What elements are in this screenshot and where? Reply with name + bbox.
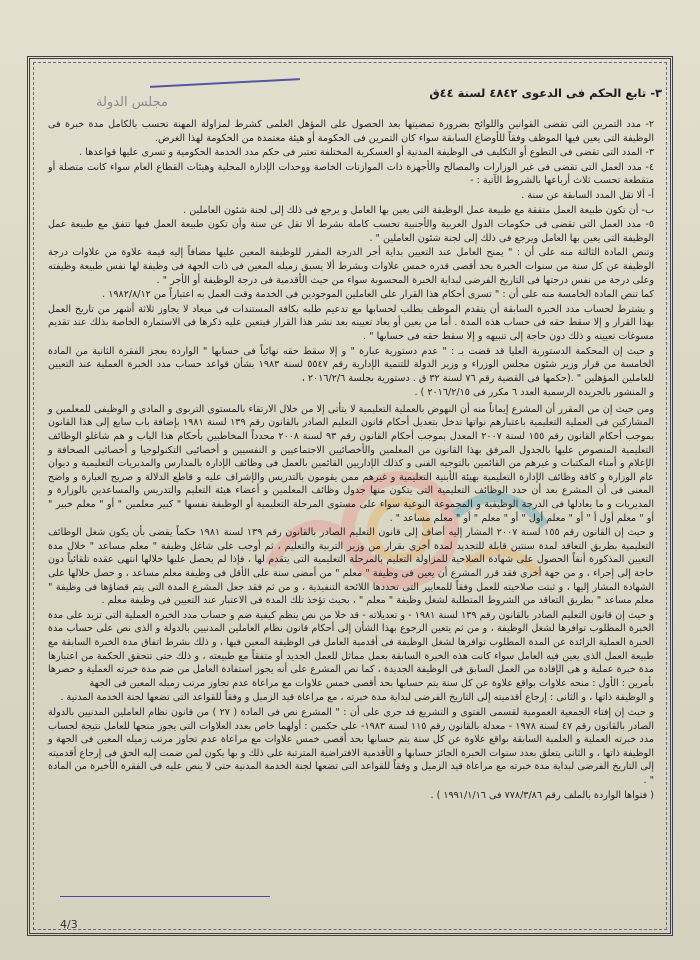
paragraph: أ- ألا تقل المدد السابقة عن سنة . — [521, 189, 654, 201]
paragraph: ٢- مدد التمرين التى تقضى القوانين واللوائح بضرورة تمضيتها بعد الحصول على المؤهل العلمى كشرط لمزاولة المهنة تحسب بالكامل مدة خبرة فى الوظيفة التى يعين فيها الموظف وفقاً للأوضاع السابقة سواء كان التمرين فى الحكومة أو هيئة معتمدة من الحكومة لهذا الغرض. — [48, 119, 654, 144]
document-body — [48, 118, 654, 803]
paragraph: ومن حيث إن من المقرر أن المشرع إيماناً منه أن النهوض بالعملية التعليمية لا يتأتى إلا من خلال الارتقاء بالمستوى التربوى و المادى و الوظيفى للمعلمين و المشاركين فى العملية التعليمية باعتبارهم نواتها تدخل بتعديل أحكام قانون التعليم الصادر بالقانون رقم ١٣٩ لسنة ١٩٨١ بإضافة باب سابع إلى هذا القانون بموجب أحكام القانون رقم ١٥٥ لسنة ٢٠٠٧ المعدل بموجب أحكام القانون رقم ٩٣ لسنة ٢٠٠٨ محدداً المخاطبين بأحكام هذا الباب و هم شاغلو الوظائف التعليمية المنصوص عليها بالجدول المرفق بهذا القانون من المعلمين والأخصائيين الاجتماعيين و النفسيين و أخصائيى التكنولوجيا و أخصائيى الصحافة و الإعلام و أمناء المكتبات و غيرهم من القائمين بالتوجيه الفنى و كذلك الإداريين القائمين بالعمل فى وظائف الإدارة بالمدارس والمديريات التعليمية و ديوان عام الوزارة و كافة وظائف الإدارة التعليمية بهيئة الأبنية التعليمية و غيرهم ممن يقومون بالتدريس والإشراف عليه و قاطع الدلالة و صريح العبارة و واضح المعنى فى أن المشرع بعد أن حدد الوظائف التعليمية التى يتكون منها جدول وظائف المعلمين و أعضاء هيئة التعليم والتدريس والمساعدين بالوزارة و المديريات و ما يعادلها فى الدرجة الوظيفية و المجموعة النوعية سواء على مستوى المرحلة التعليمية أو الوظيفة نفسها " كبير معلمين " أو " معلم خبير " أو " معلم أول أ " أو " معلم أول " أو " معلم " أو " معلم مساعد " . — [48, 403, 654, 524]
page-number: 4/3 — [60, 918, 78, 931]
council-watermark-label: مجلس الدولة — [96, 95, 168, 110]
paragraph: ب- أن تكون طبيعة العمل متفقة مع طبيعة عمل الوظيفة التى يعين بها العامل و يرجع فى ذلك إلى لجنة شئون العاملين . — [183, 204, 654, 216]
paragraph: و يشترط لحساب مدد الخبرة السابقة أن يتقدم الموظف بطلب لحسابها مع تدعيم طلبه بكافة المستندات فى ميعاد لا يجاوز ثلاثة أشهر من تاريخ العمل بهذا القرار و إلا سقط حقه فى حساب هذه المدة . أما من يعين أو يعاد تعيينه بعد نشر هذا القرار فيتعين عليه ذكرها فى الاستمارة الخاصة بذلك عند تقديم مسوغات تعيينه و ذلك دون حاجة إلى تنبيهه و إلا سقط حقه فى حسابها " . — [48, 303, 654, 342]
page-header: ٣- تابع الحكم فى الدعوى ٤٨٤٢ لسنة ٤٤ق — [429, 86, 662, 100]
paragraph: ٣- المدد التى تقضى فى التطوع أو التكليف فى الوظيفة المدنية أو العسكرية المختلفة تعتبر فى حكم مدد الخدمة الحكومية و تسرى عليها قواعدها . — [79, 147, 654, 159]
paragraph: و حيث إن المحكمة الدستورية العليا قد قضت بـ : " عدم دستورية عبارة " و إلا سقط حقه نهائياً فى حسابها " الواردة بعجز الفقرة الثانية من المادة الخامسة من قرار وزير شئون مجلس الوزراء و وزير الدولة للتنمية الإدارية رقم ٥٥٤٧ لسنة ١٩٨٣ بشأن قواعد حساب مدد الخبرة العملية عند التعيين للعاملين المؤهلين " .(حكمها فى القضية رقم ٧٦ لسنة ٣٢ ق . دستورية بجلسة ٢٠١٦/٢/٦ ، — [48, 345, 654, 384]
paragraph: ٥- مدد العمل التى تقضى فى حكومات الدول العربية والأجنبية تحسب كاملة بشرط ألا تقل عن سنة وأن تكون طبيعة العمل فيها تتفق مع طبيعة عمل الوظيفة التى يعين بها العامل ويرجع فى ذلك إلى لجنة شئون العاملين " . — [48, 219, 654, 244]
paragraph: و المنشور بالجريدة الرسمية العدد ٦ مكرر فى ٢٠١٦/٢/١٥ ) . — [414, 387, 654, 399]
paragraph: و حيث إن القانون رقم ١٥٥ لسنة ٢٠٠٧ المشار إليه أضاف إلى قانون التعليم الصادر بالقانون رقم ١٣٩ لسنة ١٩٨١ حكماً يقضى بأن يكون شغل الوظائف التعليمية بطريق التعاقد لمدة سنتين قابلة للتجديد لمدة أخرى بقرار من وزير التربية والتعليم ، ثم أوجب على شاغل وظيفة " معلم مساعد " خلال مدة التعيين المذكورة أنفاً الحصول على شهادة الصلاحية للمزاولة التعليم بالمرحلة التعليمية التى يتقدم لها ، فإذا لم يحصل عليها خلالها انتهى عقده تلقائياً دون حاجة إلى إجراء ، و من جهة أخرى فقد قرر المشرع أن يعين فى وظيفة " معلم " من أمضى سنة على الأقل فى وظيفة معلم مساعد ، و حصل خلالها على الشهادة المشار إليها ، و ثبتت صلاحيته للعمل وفقاً للمعايير التى تحددها اللائحة التنفيذية ، و من ثم فقد جعل المشرع المدة التى يتم قضاؤها فى وظيفة " معلم مساعد " بطريق التعاقد من الشروط المتطلبة لشغل وظيفة " معلم " ، بحيث تؤخذ تلك المدة فى الاعتبار عند التعيين فى وظيفة معلم . — [48, 527, 654, 607]
paragraph: و الوظيفة ذاتها ، و الثانى : إرجاع أقدميته إلى التاريخ الفرضى لبداية مدة خبرته ، مع مراعاة قيد الزميل و وفقاً للقواعد التى تضعها لجنة الخدمة المدنية . — [60, 692, 654, 704]
paragraph: كما تنص المادة الخامسة منه على أن : " تسرى أحكام هذا القرار على العاملين الموجودين فى الخدمة وقت العمل به اعتباراً من ١٩٨٢/٨/١٢ . — [102, 289, 654, 301]
paragraph: ( فتواها الواردة بالملف رقم ٧٧٨/٣/٨٦ فى ١٩٩١/١/١٦ ) . — [430, 789, 654, 801]
paragraph: و حيث إن إفتاء الجمعية العمومية لقسمى الفتوى و التشريع قد جرى على أن : " المشرع نص فى المادة ( ٢٧ ) من قانون نظام العاملين المدنيين بالدولة الصادر بالقانون رقم ٤٧ لسنة ١٩٧٨ - معدلة بالقانون رقم ١١٥ لسنة ١٩٨٣- على حكمين : أولهما خاص بعدد العلاوات التى يجوز منحها للعامل نتيجة لحساب مدد خبرته العملية و العلمية السابقة بواقع علاوة عن كل سنة يتم حسابها بحد أقصى خمس علاوات مع مراعاة عدم تجاوز مرتب زميله المعين فى الجهة و الوظيفة ذاتها ، و الثانى يتعلق بعدد سنوات الخبرة الجائز حسابها و الأقدمية الافتراضية المترتبة على ذلك و بها يكون لمن ضمت إليه الحق فى إرجاع أقدميته إلى التاريخ الفرضى لبداية مدة خبرته مع مراعاة قيد الزميل و وفقاً للقواعد التى تضعها لجنة الخدمة المدنية حتى لا ينص عليه فى الفقرة الأخيرة من المادة " . — [48, 706, 654, 786]
paragraph: وتنص المادة الثالثة منه على أن : " يمنح العامل عند التعيين بداية أجر الدرجة المقرر للوظيفة المعين عليها مضافاً إليه قيمة علاوة من علاوات درجة الوظيفة عن كل سنة من سنوات الخبرة بحد أقصى قدره خمس علاوات وبشرط ألا يسبق زميله المعين فى ذات الجهة فى وظيفة لها نفس طبيعة وظيفته وعلى درجة من نفس درجتها فى التاريخ الفرضى لبداية الخبرة المحسوبة سواء من حيث الأقدمية فى درجة الوظيفة أو الأجر " . — [48, 247, 654, 286]
paragraph: و حيث إن قانون التعليم الصادر بالقانون رقم ١٣٩ لسنة ١٩٨١ - و تعديلاته - قد خلا من نص ينظم كيفية ضم و حساب مدد الخبرة العملية التى تزيد على مدة الخبرة المطلوب توافرها لشغل الوظيفة ، و من ثم يتعين الرجوع بهذا الشأن إلى أحكام قانون نظام العاملين المدنيين بالدولة و الذى نص على حساب مدة الخبرة العملية الزائدة عن المدة المطلوب توافرها لشغل الوظيفة فى أقدمية العامل فى الوظيفة المعين فيها ، و ذلك بشرط اتفاق مدة الخبرة السابقة مع طبيعة العمل الذى يعين فيه العامل سواء كانت هذه الخبرة السابقة بعمل مماثل للعمل الجديد أو متفقاً مع طبيعته ، و ذلك حتى تتحقق الحكمة من اعتبارها مدة خبرة عملية و هى الإفادة من العمل السابق فى الوظيفة الجديدة ، كما نص المشرع على أنه يجوز استفادة العامل من ضم مدة خبرته العملية و حصرها بأمرين : الأول : منحه علاوات بواقع علاوة عن كل سنة يتم حسابها بحد أقصى خمس علاوات مع مراعاة عدم تجاوز مرتب زميله المعين فى الجهة — [48, 609, 654, 689]
signature-underline — [60, 896, 270, 897]
paragraph: ٤- مدد العمل التى تقضى فى غير الوزارات والمصالح والأجهزة ذات الموازنات الخاصة ووحدات الإدارة المحلية وهيئات القطاع العام سواء كانت متصلة أو متقطعة تحسب ثلاث أرباعها بالشروط الآتية : - — [48, 161, 654, 187]
